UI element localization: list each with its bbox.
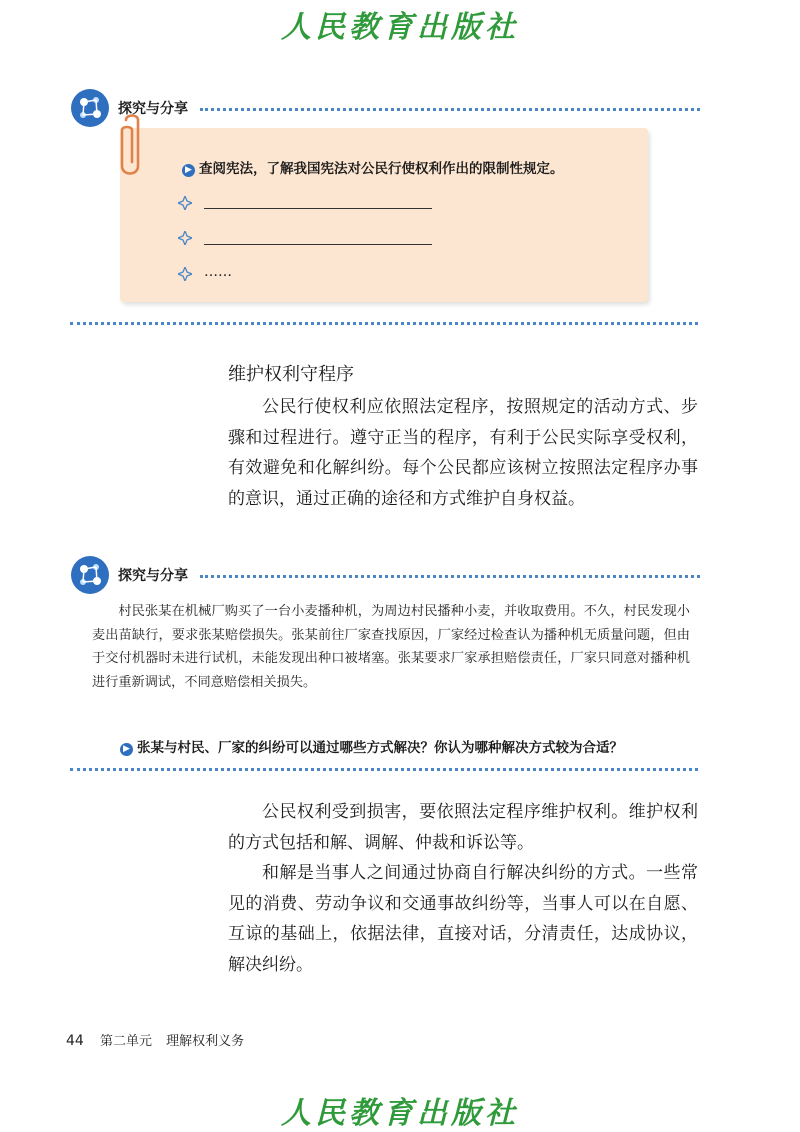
publisher-logo-top: 人民教育出版社	[281, 10, 519, 45]
unit-title: 理解权利义务	[166, 1034, 245, 1049]
section-paragraph: 公民行使权利应依照法定程序，按照规定的活动方式、步骤和过程进行。遵守正当的程序，有利于公民实际享受权利，有效避免和化解纠纷。每个公民都应该树立按照法定程序办事的意识，通过正确的途径和方式维护自身权益。	[228, 397, 698, 509]
publisher-logo-bottom: 人民教育出版社	[281, 1096, 519, 1131]
molecule-badge-icon	[70, 555, 110, 595]
explore2-question	[120, 736, 623, 756]
molecule-badge-icon	[70, 88, 110, 128]
answer-blank-1[interactable]	[204, 208, 432, 209]
explore2-question-text: 张某与村民、厂家的纠纷可以通过哪些方式解决？你认为哪种解决方式较为合适？	[137, 740, 623, 756]
more-ellipsis: ……	[204, 264, 232, 280]
explore-header-1	[70, 88, 700, 128]
case-text: 村民张某在机械厂购买了一台小麦播种机，为周边村民播种小麦，并收取费用。不久，村民发现小麦出苗缺行，要求张某赔偿损失。张某前往厂家查找原因，厂家经过检查认为播种机无质量问题，但由于交付机器时未进行试机，未能发现出种口被堵塞。张某要求厂家承担赔偿责任，厂家只同意对播种机进行重新调试，不同意赔偿相关损失。	[92, 604, 690, 690]
paragraph-2: 公民权利受到损害，要依照法定程序维护权利。维护权利的方式包括和解、调解、仲裁和诉讼等。	[228, 802, 698, 853]
paragraph-3: 和解是当事人之间通过协商自行解决纠纷的方式。一些常见的消费、劳动争议和交通事故纠纷等，当事人可以在自愿、互谅的基础上，依据法律，直接对话，分清责任，达成协议，解决纠纷。	[228, 863, 698, 975]
dotted-rule	[200, 575, 700, 578]
dotted-rule	[200, 108, 700, 111]
explore1-question-text: 查阅宪法，了解我国宪法对公民行使权利作出的限制性规定。	[199, 161, 564, 177]
explore-header-2	[70, 555, 700, 595]
explore-title: 探究与分享	[118, 101, 188, 117]
section-divider-1	[70, 322, 698, 325]
unit-label: 第二单元	[99, 1034, 152, 1049]
answer-blank-2[interactable]	[204, 244, 432, 245]
arrow-circle-icon: ▶	[120, 743, 133, 756]
page-footer	[66, 1030, 244, 1049]
explore-title: 探究与分享	[118, 568, 188, 584]
page-number: 44	[66, 1033, 84, 1049]
star-bullet-icon	[178, 267, 192, 281]
paperclip-icon	[114, 114, 148, 184]
star-bullet-icon	[178, 231, 192, 245]
note-card	[120, 128, 648, 302]
section-title: 维护权利守程序	[228, 364, 354, 385]
star-bullet-icon	[178, 196, 192, 210]
explore1-question	[182, 157, 564, 177]
arrow-circle-icon: ▶	[182, 164, 195, 177]
section-divider-2	[70, 768, 698, 771]
